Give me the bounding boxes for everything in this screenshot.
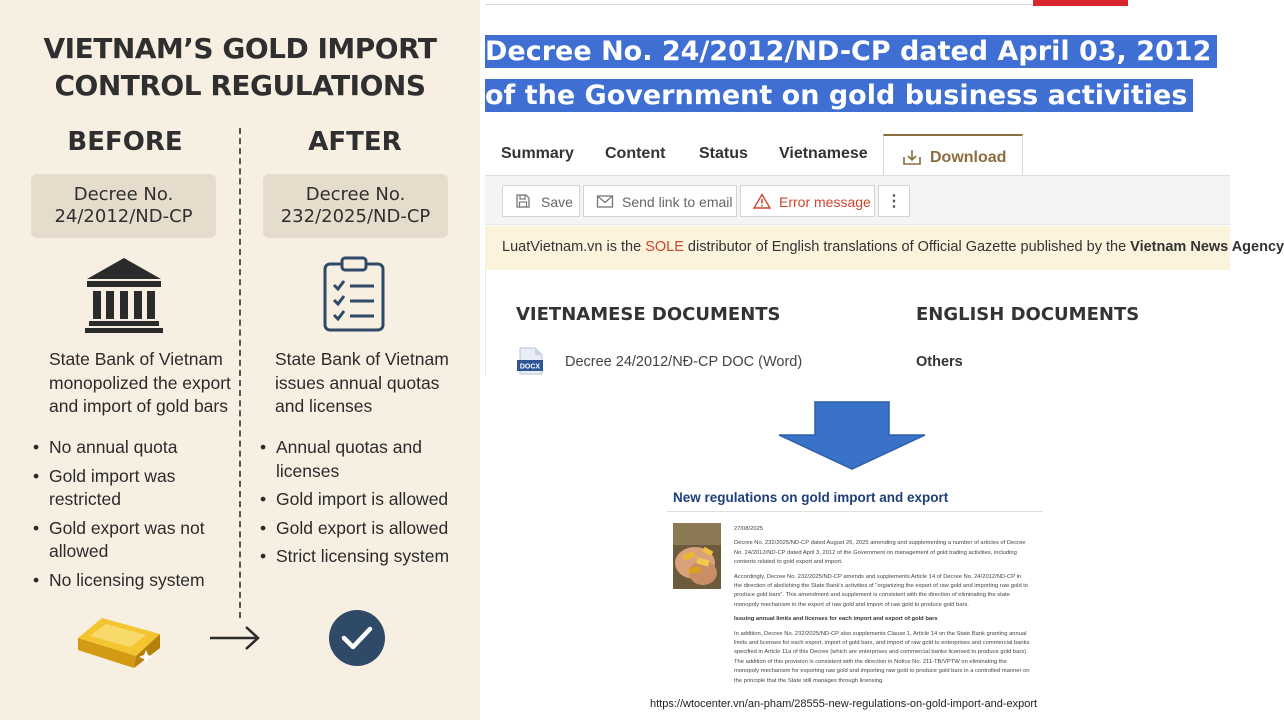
notice-sole: SOLE: [645, 239, 684, 255]
floppy-disk-icon: [515, 193, 531, 212]
notice-text-2: distributor of English translations of Official Gazette published by the: [683, 239, 1131, 255]
documents-section: [485, 270, 1230, 376]
before-bullet: • No annual quota: [33, 436, 233, 460]
after-description: State Bank of Vietnam issues annual quotas and licenses: [275, 349, 449, 416]
article-date: 27/08/2025: [734, 526, 764, 532]
vietnamese-doc-link[interactable]: Decree 24/2012/NĐ-CP DOC (Word): [565, 354, 803, 370]
after-bullet-list: [260, 436, 475, 574]
tab-content[interactable]: Content: [605, 145, 666, 162]
arrow-right-icon: [208, 623, 262, 658]
send-link-label: Send link to email: [622, 194, 733, 210]
checkmark-circle-icon: [328, 609, 386, 672]
notice-agency: Vietnam News Agency: [1130, 239, 1284, 255]
file-badge: DOCX: [519, 363, 541, 371]
arrow-down-icon: [777, 401, 927, 476]
warning-triangle-icon: [753, 193, 771, 212]
download-tray-icon: [902, 148, 922, 171]
gold-hands-photo: [673, 523, 721, 589]
article-subheading: Issuing annual limits and licenses for each import and export of gold bars: [734, 616, 938, 623]
clipboard-checklist-icon: [322, 255, 386, 338]
before-decree-label: Decree No.: [73, 184, 174, 205]
column-divider: [239, 128, 241, 618]
more-options-button[interactable]: ⋮: [878, 185, 910, 217]
english-doc-others[interactable]: Others: [916, 354, 963, 370]
source-url[interactable]: https://wtocenter.vn/an-pham/28555-new-regulations-on-gold-import-and-export: [650, 698, 1038, 710]
after-bullet: • Strict licensing system: [260, 545, 475, 569]
document-tabs: [485, 134, 1230, 176]
article-paragraph: Accordingly, Decree No. 232/2025/ND-CP amends and supplements Article 14 of Decree No. 24/2012/ND-CP in the direction of abolishing the State Bank's activities of "organizing the export of raw gold and importing raw gold to produce gold bars". This amendment and supplement is consistent with the direction of eliminating the state monopoly mechanism in the export of raw gold and import of raw gold to produce gold bars.: [734, 573, 1029, 608]
after-decree-number: 232/2025/ND-CP: [280, 206, 431, 227]
after-heading: AFTER: [308, 127, 402, 157]
error-message-button[interactable]: [740, 185, 875, 217]
docx-file-icon[interactable]: [516, 347, 546, 380]
before-bullet: • Gold export was not allowed: [33, 517, 233, 564]
tab-status[interactable]: Status: [699, 145, 748, 162]
tab-summary[interactable]: Summary: [501, 145, 574, 162]
after-bullet: • Gold import is allowed: [260, 488, 475, 512]
notice-text-1: LuatVietnam.vn is the: [502, 239, 646, 255]
vietnamese-documents-heading: VIETNAMESE DOCUMENTS: [516, 304, 781, 325]
after-decree-box: [263, 174, 448, 238]
document-title: [485, 30, 1225, 118]
after-bullet: • Annual quotas and licenses: [260, 436, 475, 483]
tab-vietnamese[interactable]: Vietnamese: [779, 145, 868, 162]
after-bullet: • Gold export is allowed: [260, 517, 475, 541]
save-button[interactable]: [502, 185, 580, 217]
english-documents-heading: ENGLISH DOCUMENTS: [916, 304, 1140, 325]
before-heading: BEFORE: [67, 127, 183, 157]
bank-building-icon: [84, 256, 164, 339]
tab-download[interactable]: [883, 134, 1023, 176]
document-toolbar: [485, 175, 1230, 225]
article-snippet: [667, 481, 1043, 703]
article-body: [734, 525, 1030, 691]
save-label: Save: [541, 194, 573, 210]
before-description: State Bank of Vietnam monopolized the export and import of gold bars: [49, 349, 231, 416]
infographic-panel: [0, 0, 480, 720]
before-decree-number: 24/2012/ND-CP: [54, 206, 193, 227]
before-decree-box: [31, 174, 216, 238]
before-bullet: • Gold import was restricted: [33, 465, 233, 512]
distributor-notice: [485, 226, 1284, 270]
tab-download-label: Download: [930, 149, 1007, 166]
send-link-email-button[interactable]: [583, 185, 737, 217]
error-message-label: Error message: [779, 194, 871, 210]
before-bullet: • No licensing system: [33, 569, 233, 593]
after-decree-label: Decree No.: [305, 184, 406, 205]
article-paragraph: In addition, Decree No. 232/2025/ND-CP also supplements Clause 1, Article 14 on the State Bank granting annual limits and licenses for each export, import of gold bars, and import of raw gold to enterprises and commercial banks specified in Article 11a of this Decree (which are enterprises and commercial banks licensed to produce gold bars). The addition of this provision is consistent with the direction in Notice No. 211-TB/VPTW on eliminating the monopoly mechanism for exporting raw gold and importing raw gold to produce gold bars in a controlled manner on the principle that the State still manages through licensing.: [734, 630, 1030, 684]
search-bar-edge[interactable]: [485, 0, 1033, 5]
document-title-text: Decree No. 24/2012/ND-CP dated April 03, 2012 of the Government on gold business activities: [485, 35, 1217, 112]
search-button-edge[interactable]: [1033, 0, 1128, 6]
before-bullet-list: [33, 436, 233, 597]
article-paragraph: Decree No. 232/2025/ND-CP dated August 26, 2025 amending and supplementing a number of articles of Decree No. 24/2012/ND-CP dated April 3, 2012 of the Government on management of gold trading activities, including contents related to gold export and import.: [734, 540, 1026, 566]
infographic-title: VIETNAM’S GOLD IMPORT CONTROL REGULATIONS: [43, 32, 437, 102]
article-divider: [667, 511, 1043, 512]
gold-bar-icon: [76, 612, 164, 677]
article-title[interactable]: New regulations on gold import and export: [673, 490, 949, 505]
envelope-icon: [596, 193, 614, 212]
